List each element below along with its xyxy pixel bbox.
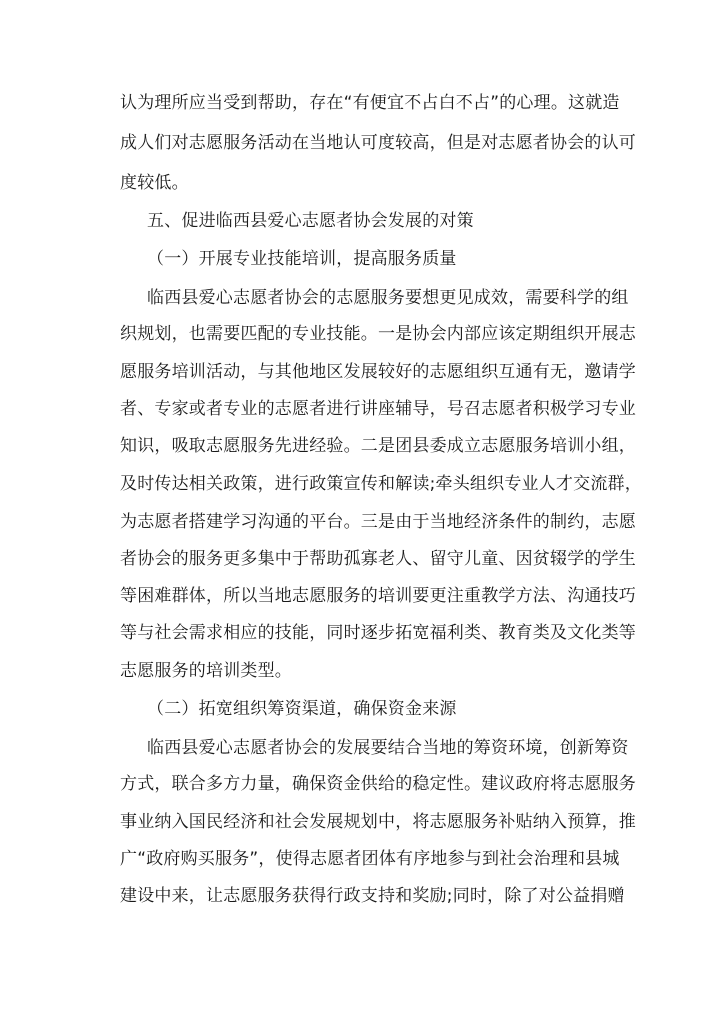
text-line: 临西县爱心志愿者协会的发展要结合当地的筹资环境，创新筹资 bbox=[147, 738, 629, 758]
text-line: 知识，吸取志愿服务先进经验。二是团县委成立志愿服务培训小组， bbox=[120, 436, 636, 456]
subsection-heading: （一）开展专业技能培训，提高服务质量 bbox=[147, 249, 457, 269]
text-line: 愿服务培训活动，与其他地区发展较好的志愿组织互通有无，邀请学 bbox=[120, 362, 636, 382]
text-line: 等困难群体，所以当地志愿服务的培训要更注重教学方法、沟通技巧 bbox=[120, 586, 636, 606]
subsection-heading: （二）拓宽组织筹资渠道，确保资金来源 bbox=[147, 699, 457, 719]
text-line: 志愿服务的培训类型。 bbox=[120, 661, 292, 681]
text-line: 为志愿者搭建学习沟通的平台。三是由于当地经济条件的制约，志愿 bbox=[120, 512, 636, 532]
text-line: 方式，联合多方力量，确保资金供给的稳定性。建议政府将志愿服务 bbox=[120, 774, 636, 794]
text-line: 广“政府购买服务”，使得志愿者团体有序地参与到社会治理和县城 bbox=[120, 849, 620, 869]
text-line: 认为理所应当受到帮助，存在“有便宜不占白不占”的心理。这就造 bbox=[120, 93, 620, 113]
text-line: 成人们对志愿服务活动在当地认可度较高，但是对志愿者协会的认可 bbox=[120, 133, 636, 153]
text-line: 者协会的服务更多集中于帮助孤寡老人、留守儿童、因贫辍学的学生 bbox=[120, 549, 636, 569]
text-line: 事业纳入国民经济和社会发展规划中，将志愿服务补贴纳入预算，推 bbox=[120, 812, 636, 832]
text-line: 者、专家或者专业的志愿者进行讲座辅导，号召志愿者积极学习专业 bbox=[120, 399, 636, 419]
section-heading: 五、促进临西县爱心志愿者协会发展的对策 bbox=[147, 211, 474, 231]
text-line: 织规划，也需要匹配的专业技能。一是协会内部应该定期组织开展志 bbox=[120, 324, 636, 344]
text-line: 临西县爱心志愿者协会的志愿服务要想更见成效，需要科学的组 bbox=[147, 288, 629, 308]
text-line: 及时传达相关政策，进行政策宣传和解读;牵头组织专业人才交流群， bbox=[120, 474, 642, 494]
text-line: 建设中来，让志愿服务获得行政支持和奖励;同时，除了对公益捐赠 bbox=[120, 886, 625, 906]
text-line: 等与社会需求相应的技能，同时逐步拓宽福利类、教育类及文化类等 bbox=[120, 623, 636, 643]
text-line: 度较低。 bbox=[120, 173, 189, 193]
